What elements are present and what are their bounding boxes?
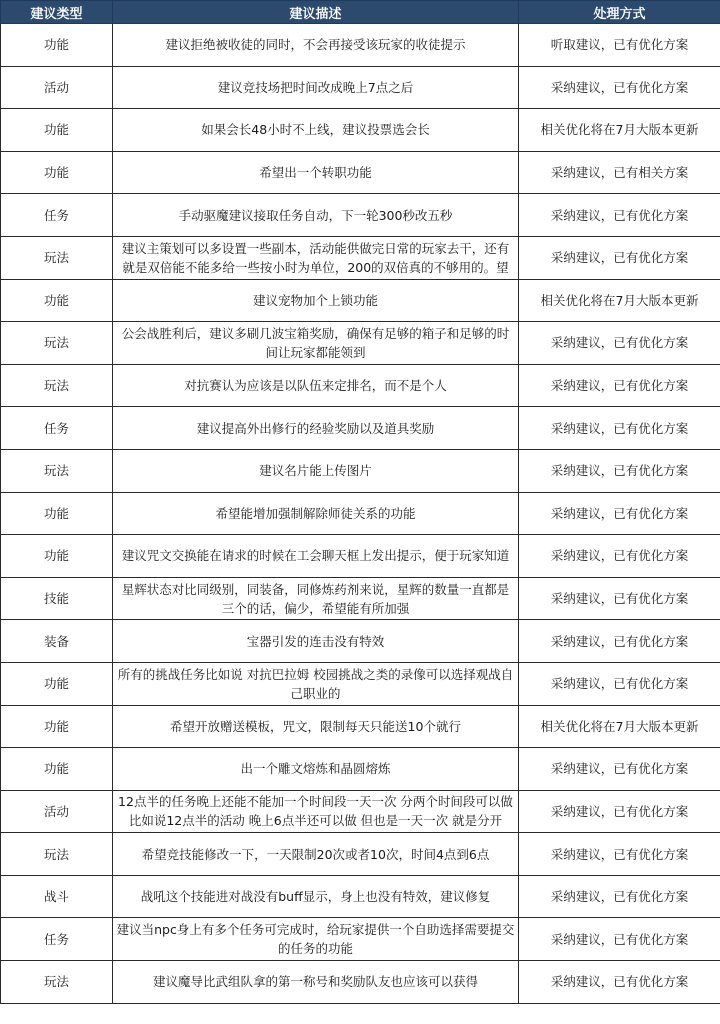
- cell-description: [113, 236, 519, 279]
- cell-handling: 采纳建议，已有优化方案: [519, 748, 720, 791]
- cell-handling: 采纳建议，已有优化方案: [519, 875, 720, 918]
- description-text: 星辉状态对比同级别，同装备，同修炼药剂来说，星辉的数量一直都是三个的话，偏少，希望能有所加强: [121, 581, 510, 616]
- cell-handling: 采纳建议，已有优化方案: [519, 236, 720, 279]
- cell-type: 功能: [1, 279, 113, 322]
- description-text: 希望开放赠送模板，咒文，限制每天只能送10个就行: [170, 718, 461, 734]
- table-row: [1, 492, 720, 535]
- table-row: [1, 790, 720, 833]
- cell-description: [113, 620, 519, 663]
- description-text: 建议提高外出修行的经验奖励以及道具奖励: [196, 420, 435, 436]
- cell-handling: 相关优化将在7月大版本更新: [519, 109, 720, 152]
- table-row: [1, 961, 720, 1004]
- table-row: [1, 918, 720, 961]
- cell-description: [113, 492, 519, 535]
- cell-description: [113, 961, 519, 1004]
- cell-type: 任务: [1, 194, 113, 237]
- description-text: 希望竞技能修改一下，一天限制20次或者10次，时间4点到6点: [141, 846, 490, 862]
- cell-type: 功能: [1, 705, 113, 748]
- table-row: [1, 236, 720, 279]
- table-row: [1, 705, 720, 748]
- cell-handling: 采纳建议，已有优化方案: [519, 66, 720, 109]
- cell-handling: 采纳建议，已有优化方案: [519, 662, 720, 705]
- cell-type: 玩法: [1, 322, 113, 365]
- cell-type: 玩法: [1, 833, 113, 876]
- cell-description: [113, 194, 519, 237]
- table-row: [1, 577, 720, 620]
- description-text: 建议主策划可以多设置一些副本，活动能供做完日常的玩家去干，还有就是双倍能不能多给一些按小时为单位，200的双倍真的不够用的。望: [121, 240, 510, 275]
- cell-description: [113, 748, 519, 791]
- description-text: 希望出一个转职功能: [259, 165, 372, 181]
- cell-handling: 听取建议，已有优化方案: [519, 24, 720, 67]
- table-row: [1, 194, 720, 237]
- cell-description: [113, 535, 519, 578]
- cell-handling: 相关优化将在7月大版本更新: [519, 705, 720, 748]
- cell-handling: 采纳建议，已有优化方案: [519, 194, 720, 237]
- cell-description: [113, 109, 519, 152]
- cell-type: 任务: [1, 407, 113, 450]
- cell-handling: 采纳建议，已有优化方案: [519, 620, 720, 663]
- table-row: [1, 66, 720, 109]
- cell-type: 功能: [1, 151, 113, 194]
- cell-handling: 采纳建议，已有优化方案: [519, 535, 720, 578]
- cell-description: [113, 705, 519, 748]
- description-text: 希望能增加强制解除师徒关系的功能: [215, 505, 416, 521]
- table-row: [1, 449, 720, 492]
- description-text: 建议宠物加个上锁功能: [252, 292, 378, 308]
- cell-description: [113, 577, 519, 620]
- cell-type: 玩法: [1, 236, 113, 279]
- table-row: [1, 875, 720, 918]
- table-row: [1, 407, 720, 450]
- description-text: 建议拒绝被收徒的同时，不会再接受该玩家的收徒提示: [165, 37, 466, 53]
- cell-type: 玩法: [1, 961, 113, 1004]
- cell-description: [113, 449, 519, 492]
- cell-description: [113, 151, 519, 194]
- description-text: 宝器引发的连击没有特效: [246, 633, 385, 649]
- cell-description: [113, 790, 519, 833]
- table-header-row: [1, 1, 720, 24]
- cell-description: [113, 918, 519, 961]
- description-text: 手动驱魔建议接取任务自动，下一轮300秒改五秒: [178, 207, 453, 223]
- table-row: [1, 151, 720, 194]
- cell-description: [113, 279, 519, 322]
- cell-type: 活动: [1, 66, 113, 109]
- cell-type: 功能: [1, 492, 113, 535]
- table-row: [1, 24, 720, 67]
- description-text: 建议当npc身上有多个任务可完成时，给玩家提供一个自助选择需要提交的任务的功能: [116, 922, 515, 957]
- header-type: 建议类型: [1, 1, 113, 24]
- cell-description: [113, 662, 519, 705]
- cell-handling: 采纳建议，已有优化方案: [519, 918, 720, 961]
- cell-handling: 采纳建议，已有优化方案: [519, 833, 720, 876]
- header-description: 建议描述: [113, 1, 519, 24]
- table-row: [1, 364, 720, 407]
- cell-type: 功能: [1, 535, 113, 578]
- cell-type: 功能: [1, 24, 113, 67]
- description-text: 建议竞技场把时间改成晚上7点之后: [217, 79, 414, 95]
- table-row: [1, 535, 720, 578]
- description-text: 所有的挑战任务比如说 对抗巴拉姆 校园挑战之类的录像可以选择观战自己职业的: [117, 666, 514, 701]
- description-text: 12点半的任务晚上还能不能加一个时间段一天一次 分两个时间段可以做比如说12点半的活动 晚上6点半还可以做 但也是一天一次 就是分开: [118, 794, 513, 829]
- cell-handling: 采纳建议，已有优化方案: [519, 790, 720, 833]
- description-text: 战吼这个技能进对战没有buff显示，身上也没有特效，建议修复: [140, 889, 491, 905]
- table-row: [1, 833, 720, 876]
- cell-description: [113, 407, 519, 450]
- cell-description: [113, 66, 519, 109]
- cell-handling: 采纳建议，已有优化方案: [519, 492, 720, 535]
- cell-type: 玩法: [1, 364, 113, 407]
- cell-type: 技能: [1, 577, 113, 620]
- cell-type: 活动: [1, 790, 113, 833]
- cell-type: 装备: [1, 620, 113, 663]
- header-handling: 处理方式: [519, 1, 720, 24]
- cell-description: [113, 24, 519, 67]
- table-row: [1, 662, 720, 705]
- cell-type: 功能: [1, 748, 113, 791]
- table-body: [1, 24, 720, 1004]
- cell-handling: 采纳建议，已有优化方案: [519, 449, 720, 492]
- table-row: [1, 620, 720, 663]
- cell-description: [113, 875, 519, 918]
- cell-type: 任务: [1, 918, 113, 961]
- table-row: [1, 109, 720, 152]
- table-row: [1, 748, 720, 791]
- description-text: 公会战胜利后，建议多刷几波宝箱奖励，确保有足够的箱子和足够的时间让玩家都能领到: [121, 325, 510, 360]
- cell-handling: 采纳建议，已有优化方案: [519, 364, 720, 407]
- description-text: 建议名片能上传图片: [259, 463, 372, 479]
- cell-handling: 采纳建议，已有相关方案: [519, 151, 720, 194]
- table-row: [1, 322, 720, 365]
- cell-handling: 采纳建议，已有优化方案: [519, 577, 720, 620]
- description-text: 出一个雕文熔炼和晶圆熔炼: [240, 761, 391, 777]
- description-text: 对抗赛认为应该是以队伍来定排名，而不是个人: [184, 378, 447, 394]
- description-text: 如果会长48小时不上线，建议投票选会长: [201, 122, 430, 138]
- table-row: [1, 279, 720, 322]
- cell-description: [113, 833, 519, 876]
- cell-handling: 采纳建议，已有优化方案: [519, 961, 720, 1004]
- cell-type: 玩法: [1, 449, 113, 492]
- description-text: 建议魔导比武组队拿的第一称号和奖励队友也应该可以获得: [152, 974, 478, 990]
- cell-handling: 相关优化将在7月大版本更新: [519, 279, 720, 322]
- cell-handling: 采纳建议，已有优化方案: [519, 407, 720, 450]
- cell-type: 功能: [1, 109, 113, 152]
- cell-description: [113, 364, 519, 407]
- cell-description: [113, 322, 519, 365]
- cell-type: 战斗: [1, 875, 113, 918]
- cell-type: 功能: [1, 662, 113, 705]
- cell-handling: 采纳建议，已有优化方案: [519, 322, 720, 365]
- description-text: 建议咒文交换能在请求的时候在工会聊天框上发出提示，便于玩家知道: [121, 548, 510, 564]
